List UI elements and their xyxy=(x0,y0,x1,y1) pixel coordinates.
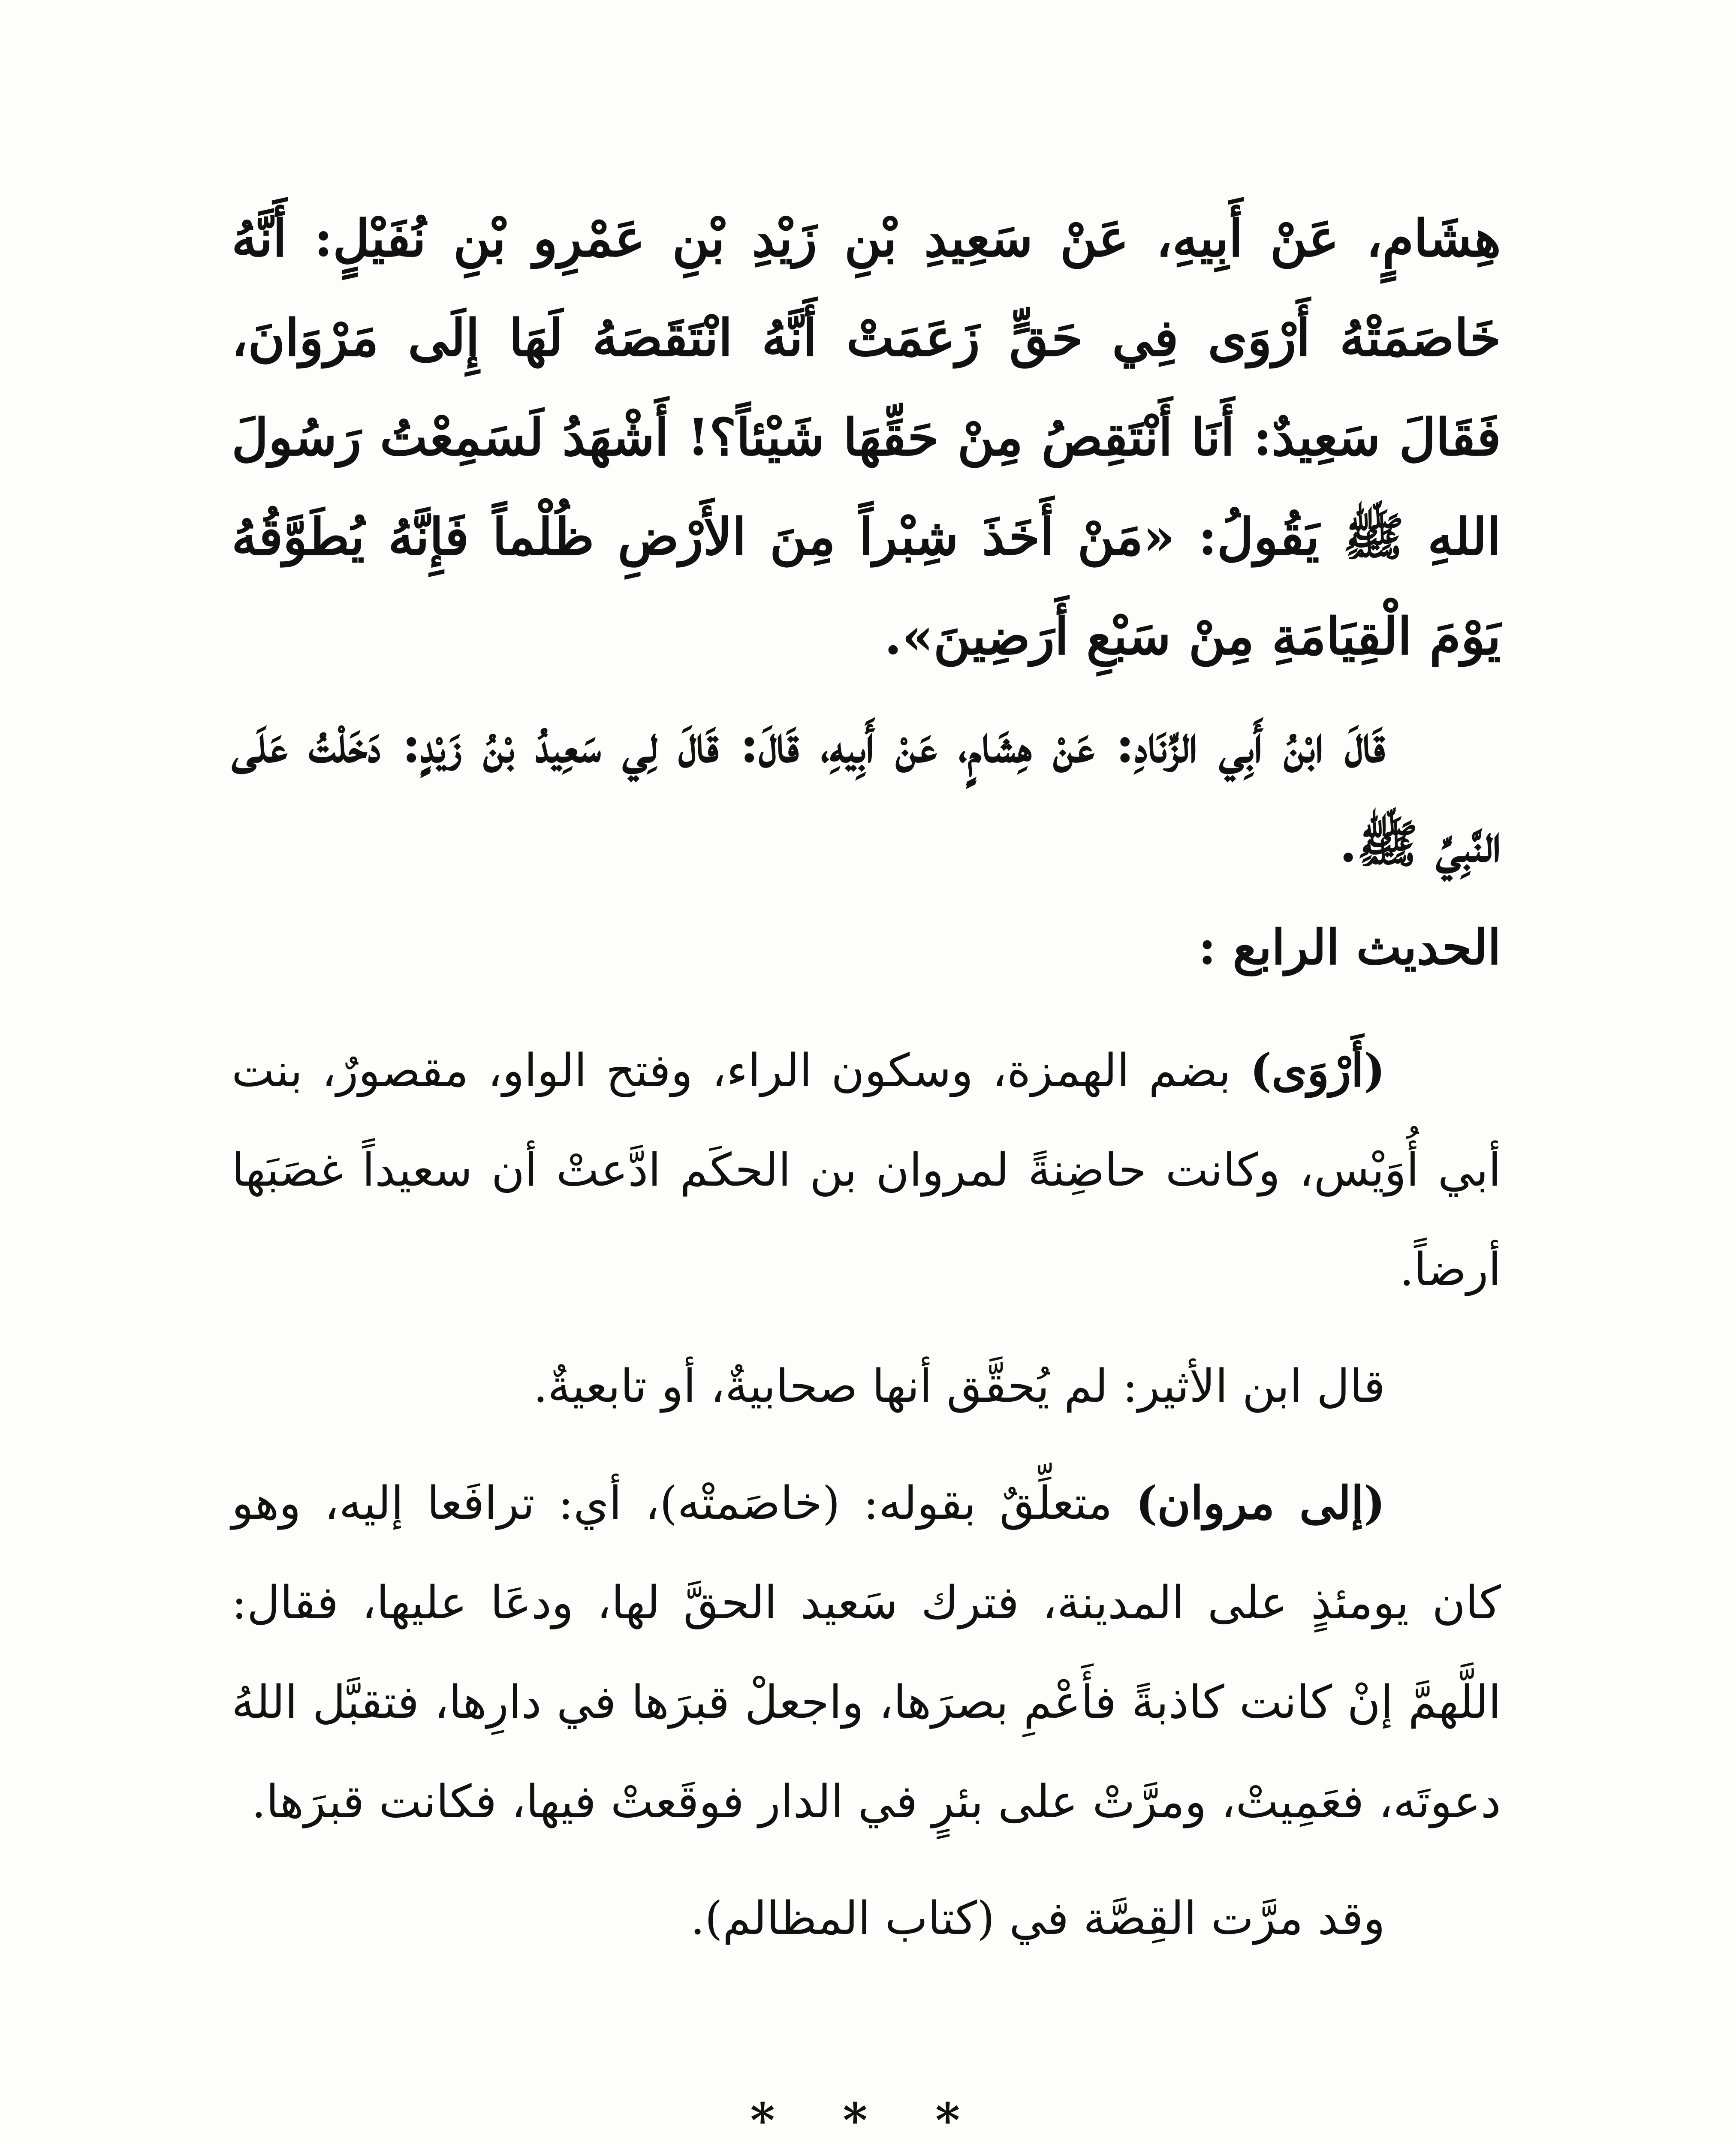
commentary-text-1: بضم الهمزة، وسكون الراء، وفتح الواو، مقصورٌ، بنت أبي أُوَيْس، وكانت حاضِنةً لمروان بن الحكَم ادَّعتْ أن سعيداً غصَبَها أرضاً. xyxy=(232,1044,1501,1296)
commentary-paragraph-3 xyxy=(232,1453,1501,1852)
commentary-lead-term-1: (أَرْوَى) xyxy=(1250,1043,1385,1097)
commentary-paragraph-2: قال ابن الأثير: لم يُحقَّق أنها صحابيةٌ، أو تابعيةٌ. xyxy=(533,1360,1385,1412)
commentary xyxy=(232,1021,1501,1985)
section-separator: * * * xyxy=(750,2093,986,2144)
hadith-paragraph-1: هِشَامٍ، عَنْ أَبِيهِ، عَنْ سَعِيدِ بْنِ زَيْدِ بْنِ عَمْرِو بْنِ نُفَيْلٍ: أَنَّهُ خَاصَمَتْهُ أَرْوَى فِي حَقٍّ زَعَمَتْ أَنَّهُ انْتَقَصَهُ لَهَا إِلَى مَرْوَانَ، فَقَالَ سَعِيدٌ: أَنَا أَنْتَقِصُ مِنْ حَقِّهَا شَيْئاً؟! أَشْهَدُ لَسَمِعْتُ رَسُولَ اللهِ ﷺ يَقُولُ: «مَنْ أَخَذَ شِبْراً مِنَ الأَرْضِ ظُلْماً فَإِنَّهُ يُطَوَّقُهُ يَوْمَ الْقِيَامَةِ مِنْ سَبْعِ أَرَضِينَ». xyxy=(232,208,1501,666)
commentary-paragraph-4: وقد مرَّت القِصَّة في (كتاب المظالم). xyxy=(690,1892,1385,1945)
commentary-text-3: متعلِّقٌ بقوله: (خاصَمتْه)، أي: ترافَعا إليه، وهو كان يومئذٍ على المدينة، فترك سَعيد الحقَّ لها، ودعَا عليها، فقال: اللَّهمَّ إنْ كانت كاذبةً فأَعْمِ بصرَها، واجعلْ قبرَها في دارِها، فتقبَّل اللهُ دعوتَه، فعَمِيتْ، ومرَّتْ على بئرٍ في الدار فوقَعتْ فيها، فكانت قبرَها. xyxy=(232,1477,1501,1828)
hadith-text xyxy=(232,189,1501,894)
commentary-paragraph-1 xyxy=(232,1021,1501,1319)
hadith-paragraph-2: قَالَ ابْنُ أَبِي الزِّنَادِ: عَنْ هِشَامٍ، عَنْ أَبِيهِ، قَالَ: قَالَ لِي سَعِيدُ بْنُ زَيْدٍ: دَخَلْتُ عَلَى النَّبِيِّ ﷺ. xyxy=(232,714,1501,873)
commentary-lead-term-3: (إلى مروان) xyxy=(1136,1476,1385,1530)
section-heading: الحديث الرابع : xyxy=(1198,919,1501,976)
